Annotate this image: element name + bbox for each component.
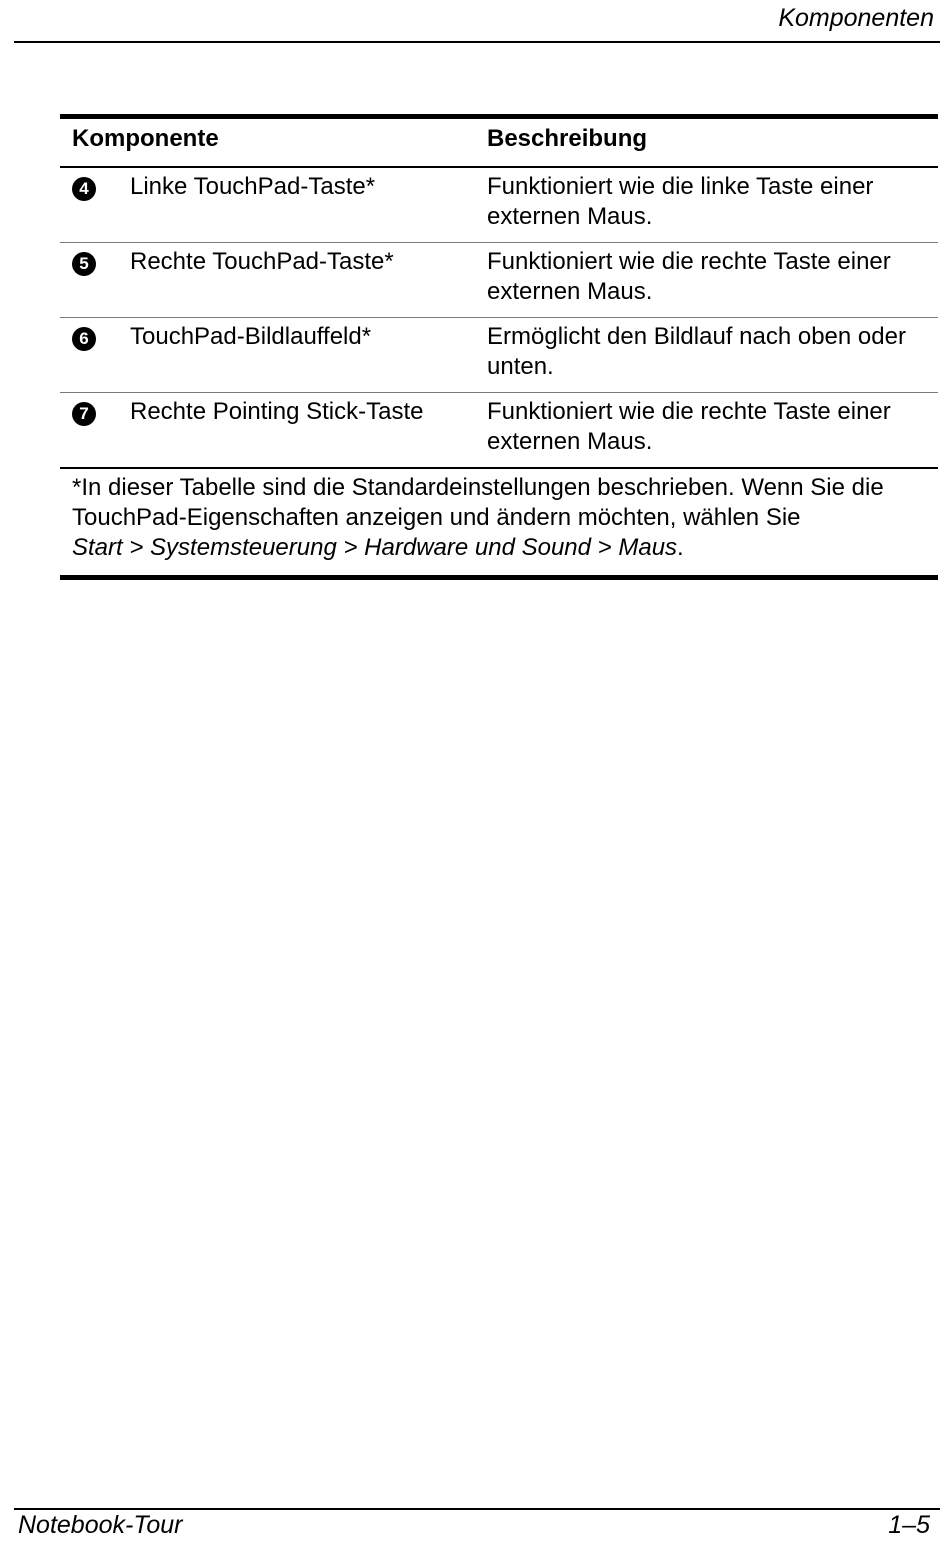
component-name: Linke TouchPad-Taste* [130,167,487,243]
table-row [60,167,938,243]
table-footnote [60,468,938,578]
header-rule [14,41,940,43]
path-hardware: Hardware und Sound [364,534,591,561]
column-header-description: Beschreibung [487,117,938,168]
table-row [60,393,938,469]
footnote-row [60,468,938,578]
footnote-text: *In dieser Tabelle sind die Standardeinstellungen beschrieben. Wenn Sie die TouchPad-Eigenschaften anzeigen und ändern möchten, wählen Sie [72,474,884,531]
path-separator: > [122,534,151,561]
path-mouse: Maus [618,534,678,561]
path-control-panel: Systemsteuerung [150,534,337,561]
component-name: Rechte TouchPad-Taste* [130,243,487,318]
path-period: . [677,534,684,561]
component-description: Funktioniert wie die linke Taste einer externen Maus. [487,167,938,243]
component-table [60,114,938,580]
table-row [60,318,938,393]
footer-page-number: 1–5 [888,1511,930,1539]
callout-number: 7 [72,402,96,426]
running-header: Komponenten [778,4,934,32]
component-name: Rechte Pointing Stick-Taste [130,393,487,469]
callout-number: 6 [72,327,96,351]
table-row [60,243,938,318]
callout-number: 4 [72,177,96,201]
footer-chapter: Notebook-Tour [18,1511,183,1539]
footer-rule [14,1508,940,1510]
path-separator: > [336,534,365,561]
callout-number: 5 [72,252,96,276]
column-header-component: Komponente [60,117,487,168]
path-start: Start [72,534,123,561]
path-separator: > [591,534,619,561]
table-header-row [60,117,938,168]
component-name: TouchPad-Bildlauffeld* [130,318,487,393]
component-description: Funktioniert wie die rechte Taste einer externen Maus. [487,393,938,469]
component-description: Ermöglicht den Bildlauf nach oben oder unten. [487,318,938,393]
component-description: Funktioniert wie die rechte Taste einer externen Maus. [487,243,938,318]
